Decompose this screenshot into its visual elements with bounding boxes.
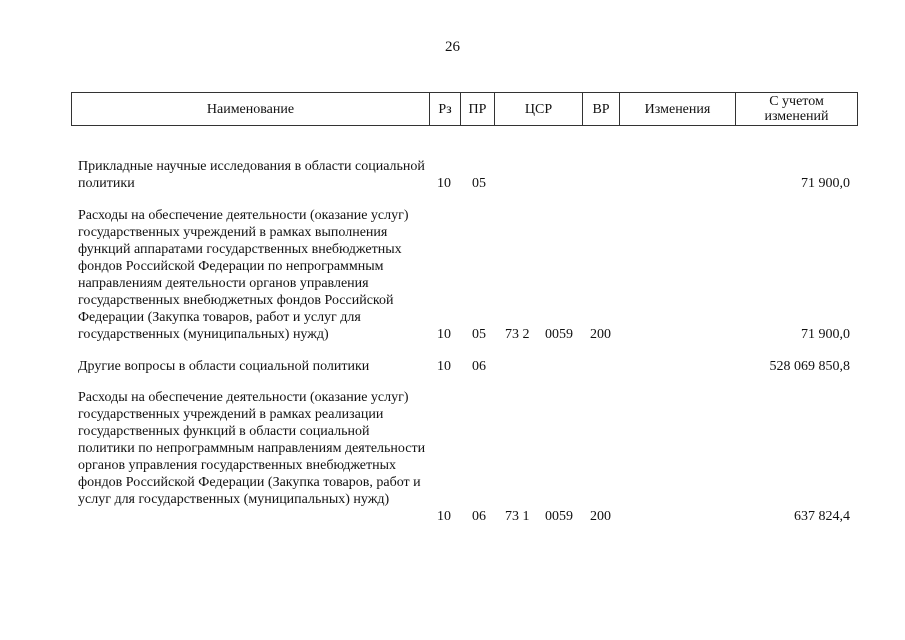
header-total: С учетом изменений [764, 94, 829, 124]
row-rz: 10 [437, 327, 451, 342]
row-vr: 200 [590, 327, 611, 342]
header-changes: Изменения [620, 93, 736, 125]
page-number: 26 [445, 39, 460, 55]
header-name: Наименование [72, 93, 430, 125]
row-rz: 10 [437, 509, 451, 524]
row-rz: 10 [437, 176, 451, 191]
header-vr: ВР [583, 93, 620, 125]
row-pr: 06 [472, 509, 486, 524]
row-name: Другие вопросы в области социальной политики [78, 359, 370, 374]
header-pr: ПР [461, 93, 495, 125]
table-row [0, 207, 905, 343]
row-csr-program: 73 2 [505, 327, 530, 342]
table-row [0, 389, 905, 525]
table-header [71, 92, 858, 126]
row-name: Расходы на обеспечение деятельности (оказание услуг) государственных учреждений в рамках выполнения функций аппаратами государственных внебюджетных фондов Российской Федерации по непрограммным направлениям деятельности органов управления государственных внебюджетных фондов Российской Федерации (Закупка товаров, работ и услуг для государственных (муниципальных) нужд) [78, 208, 409, 342]
row-amount: 71 900,0 [801, 176, 850, 191]
row-csr-direction: 0059 [545, 327, 573, 342]
row-name: Прикладные научные исследования в области социальной политики [78, 159, 425, 191]
header-rz: Рз [430, 93, 461, 125]
table-row [0, 158, 905, 192]
header-csr: ЦСР [495, 93, 583, 125]
row-pr: 05 [472, 176, 486, 191]
row-name: Расходы на обеспечение деятельности (оказание услуг) государственных учреждений в рамках реализации государственных функций в области социальной политики по непрограммным направлениям деятельности органов управления государственных внебюджетных фондов Российской Федерации (Закупка товаров, работ и услуг для государственных (муниципальных) нужд) [78, 390, 426, 507]
row-amount: 71 900,0 [801, 327, 850, 342]
row-csr-program: 73 1 [505, 509, 530, 524]
table-row [0, 358, 905, 375]
row-rz: 10 [437, 359, 451, 374]
row-amount: 528 069 850,8 [769, 359, 850, 374]
row-amount: 637 824,4 [794, 509, 850, 524]
row-csr-direction: 0059 [545, 509, 573, 524]
row-pr: 05 [472, 327, 486, 342]
row-vr: 200 [590, 509, 611, 524]
row-pr: 06 [472, 359, 486, 374]
